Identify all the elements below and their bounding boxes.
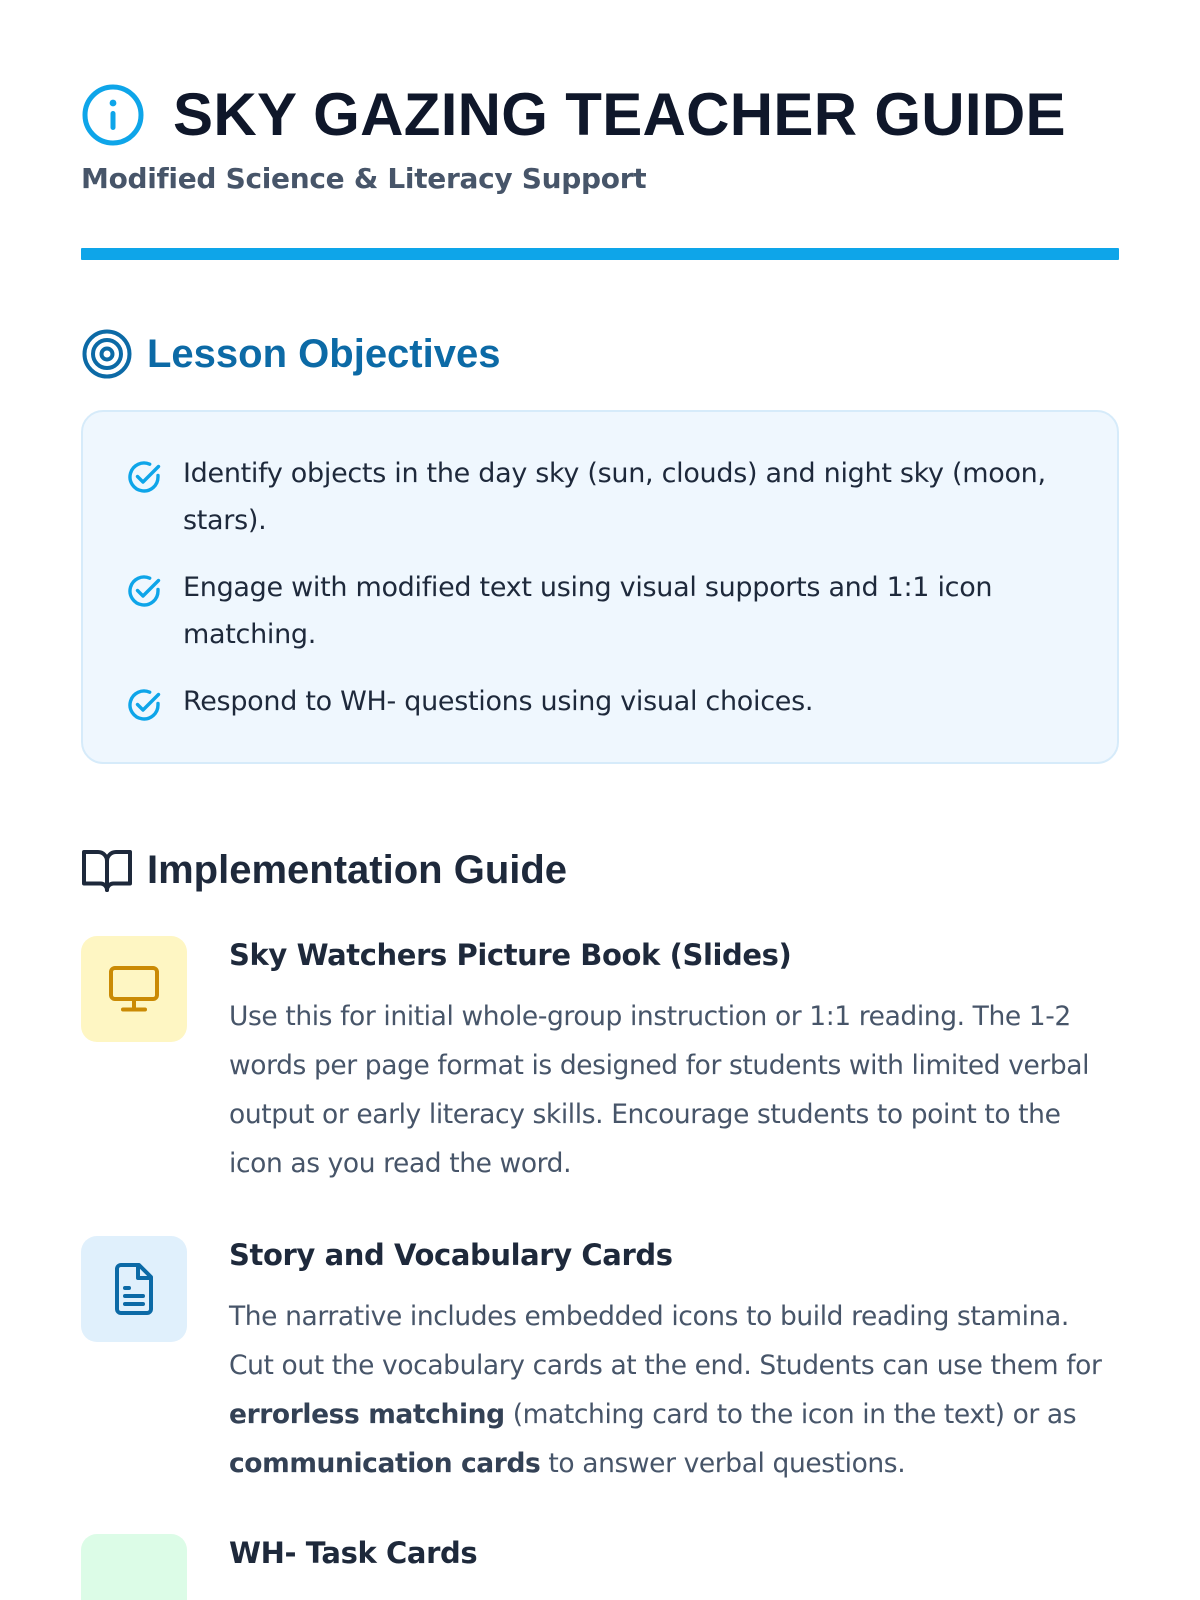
- monitor-icon: [108, 965, 160, 1013]
- guide-item-title: Sky Watchers Picture Book (Slides): [229, 938, 792, 972]
- header: [81, 82, 1119, 148]
- document-icon-tile: [81, 1236, 187, 1342]
- objective-text: Engage with modified text using visual supports and 1:1 icon matching.: [183, 572, 993, 650]
- guide-item-title: Story and Vocabulary Cards: [229, 1238, 673, 1272]
- implementation-heading: Implementation Guide: [147, 847, 568, 892]
- guide-item-body: [229, 1534, 1119, 1590]
- objective-item: [125, 678, 1077, 725]
- monitor-icon-tile: [81, 936, 187, 1042]
- task-cards-icon: [81, 1534, 187, 1600]
- check-circle-icon: [125, 572, 163, 610]
- guide-item-body: [229, 1236, 1119, 1488]
- title-divider: [81, 248, 1119, 260]
- open-book-icon: [81, 846, 133, 894]
- check-circle-icon: [125, 458, 163, 496]
- info-circle-icon: [81, 83, 145, 147]
- text-segment: The narrative includes embedded icons to build reading stamina. Cut out the vocabulary cards at the end. Students can use them for: [229, 1301, 1102, 1381]
- guide-item-text: Use this for initial whole-group instruction or 1:1 reading. The 1-2 words per page format is designed for students with limited verbal output or early literacy skills. Encourage students to point to the icon as you read the word.: [229, 1001, 1090, 1179]
- text-segment: (matching card to the icon in the text) or as: [504, 1399, 1077, 1430]
- guide-item-title: WH- Task Cards: [229, 1536, 478, 1570]
- objective-text: Respond to WH- questions using visual choices.: [183, 686, 814, 717]
- bold-term-communication-cards: communication cards: [229, 1448, 541, 1479]
- objective-text: Identify objects in the day sky (sun, clouds) and night sky (moon, stars).: [183, 458, 1046, 536]
- check-circle-icon: [125, 686, 163, 724]
- implementation-header: [81, 842, 1119, 898]
- objectives-heading: Lesson Objectives: [147, 331, 501, 376]
- page-subtitle: Modified Science & Literacy Support: [81, 162, 647, 195]
- guide-item-body: [229, 936, 1119, 1188]
- target-icon: [81, 328, 133, 380]
- document-icon: [112, 1263, 156, 1315]
- objectives-box: [81, 410, 1119, 764]
- text-segment: to answer verbal questions.: [540, 1448, 906, 1479]
- page-title: SKY GAZING TEACHER GUIDE: [173, 81, 1066, 148]
- objectives-header: [81, 326, 1119, 382]
- guide-item-story-cards: [81, 1236, 1119, 1488]
- objective-item: [125, 450, 1077, 544]
- guide-item-text: [229, 1292, 1119, 1488]
- bold-term-errorless-matching: errorless matching: [229, 1399, 505, 1430]
- guide-item-task-cards: [81, 1534, 1119, 1600]
- objective-item: [125, 564, 1077, 658]
- guide-item-picture-book: [81, 936, 1119, 1188]
